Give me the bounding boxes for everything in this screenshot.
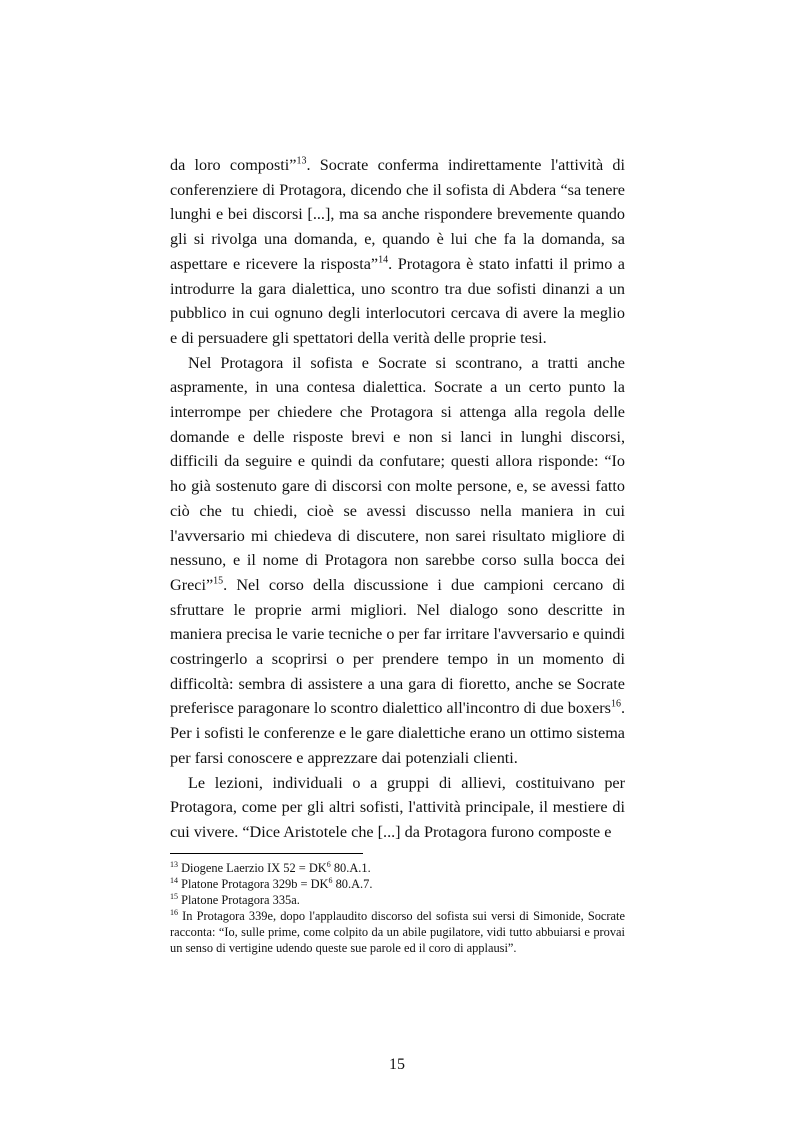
paragraph-2-text-c: . Per i sofisti le conferenze e le gare dialettiche erano un ottimo sistema per farsi conoscere e apprezzare dai potenziali clienti. <box>170 699 625 767</box>
paragraph-3-text-a: Le lezioni, individuali o a gruppi di allievi, costituivano per Protagora, come per gli altri sofisti, l'attività principale, il mestiere di cui vivere. “Dice Aristotele che [...] da Protagora furono composte e <box>170 773 625 841</box>
paragraph-3 <box>170 771 625 845</box>
paragraph-1-text-a: da loro composti” <box>170 156 297 174</box>
footnote-edition-sup: 6 <box>328 875 333 885</box>
footnotes <box>170 860 625 957</box>
page-number: 15 <box>389 1056 405 1073</box>
footnote-text: In Protagora 339e, dopo l'applaudito discorso del sofista sui versi di Simonide, Socrate racconta: “Io, sulle prime, come colpito da un abile pugilatore, vidi tutto abbuiarsi e provai un senso di vertigine udendo queste sue parole ed il coro di applausi”. <box>170 909 625 956</box>
footnote-text-end: 80.A.7. <box>332 877 373 892</box>
footnote-15 <box>170 892 625 908</box>
paragraph-1 <box>170 153 625 351</box>
footnote-ref-15: 15 <box>213 575 224 587</box>
footnote-number: 14 <box>170 875 178 885</box>
footnote-ref-16: 16 <box>610 699 621 711</box>
paragraph-2-text-a: Nel Protagora il sofista e Socrate si scontrano, a tratti anche aspramente, in una contesa dialettica. Socrate a un certo punto la interrompe per chiedere che Protagora si attenga alla regola delle domande e delle risposte brevi e non si lanci in lunghi discorsi, difficili da seguire e quindi da confutare; questi allora risponde: “Io ho già sostenuto gare di discorsi con molte persone, e, se avessi fatto ciò che tu chiedi, cioè se avessi discusso nella maniera in cui l'avversario mi chiedeva di discutere, non sarei risultato migliore di nessuno, e il nome di Protagora non sarebbe corso sulla bocca dei Greci” <box>170 353 625 594</box>
footnote-text-end: 80.A.1. <box>330 861 371 875</box>
footnote-text: Diogene Laerzio IX 52 = DK <box>178 861 327 875</box>
paragraph-1-text-b: . Socrate conferma indirettamente l'attività di conferenziere di Protagora, dicendo che il sofista di Abdera “sa tenere lunghi e bei discorsi [...], ma sa anche rispondere brevemente quando gli si rivolga una domanda, e, quando è lui che fa la domanda, sa aspettare e ricevere la risposta” <box>170 156 625 273</box>
footnote-number: 16 <box>170 908 178 918</box>
footnote-ref-13: 13 <box>296 155 307 167</box>
paragraph-1-text-c: . Protagora è stato infatti il primo a introdurre la gara dialettica, uno scontro tra due sofisti dinanzi a un pubblico in cui ognuno degli interlocutori cercava di avere la meglio e di persuadere gli spettatori della verità delle proprie tesi. <box>170 254 625 347</box>
footnote-number: 13 <box>170 859 178 869</box>
footnote-edition-sup: 6 <box>326 859 331 869</box>
footnote-14 <box>170 876 625 892</box>
paragraph-2 <box>170 351 625 771</box>
footnote-text: Platone Protagora 335a. <box>178 893 300 908</box>
footnote-text: Platone Protagora 329b = DK <box>178 877 329 892</box>
body-text <box>170 153 625 845</box>
footnote-divider <box>170 853 363 854</box>
footnote-16 <box>170 908 625 956</box>
footnote-13 <box>170 860 625 876</box>
paragraph-2-text-b: . Nel corso della discussione i due campioni cercano di sfruttare le proprie armi migliori. Nel dialogo sono descritte in maniera precisa le varie tecniche o per far irritare l'avversario e quindi costringerlo a scoprirsi o per prendere tempo in un momento di difficoltà: sembra di assistere a una gara di fioretto, anche se Socrate preferisce paragonare lo scontro dialettico all'incontro di due boxers <box>170 575 625 718</box>
footnote-ref-14: 14 <box>378 254 389 266</box>
footnote-number: 15 <box>170 892 178 902</box>
